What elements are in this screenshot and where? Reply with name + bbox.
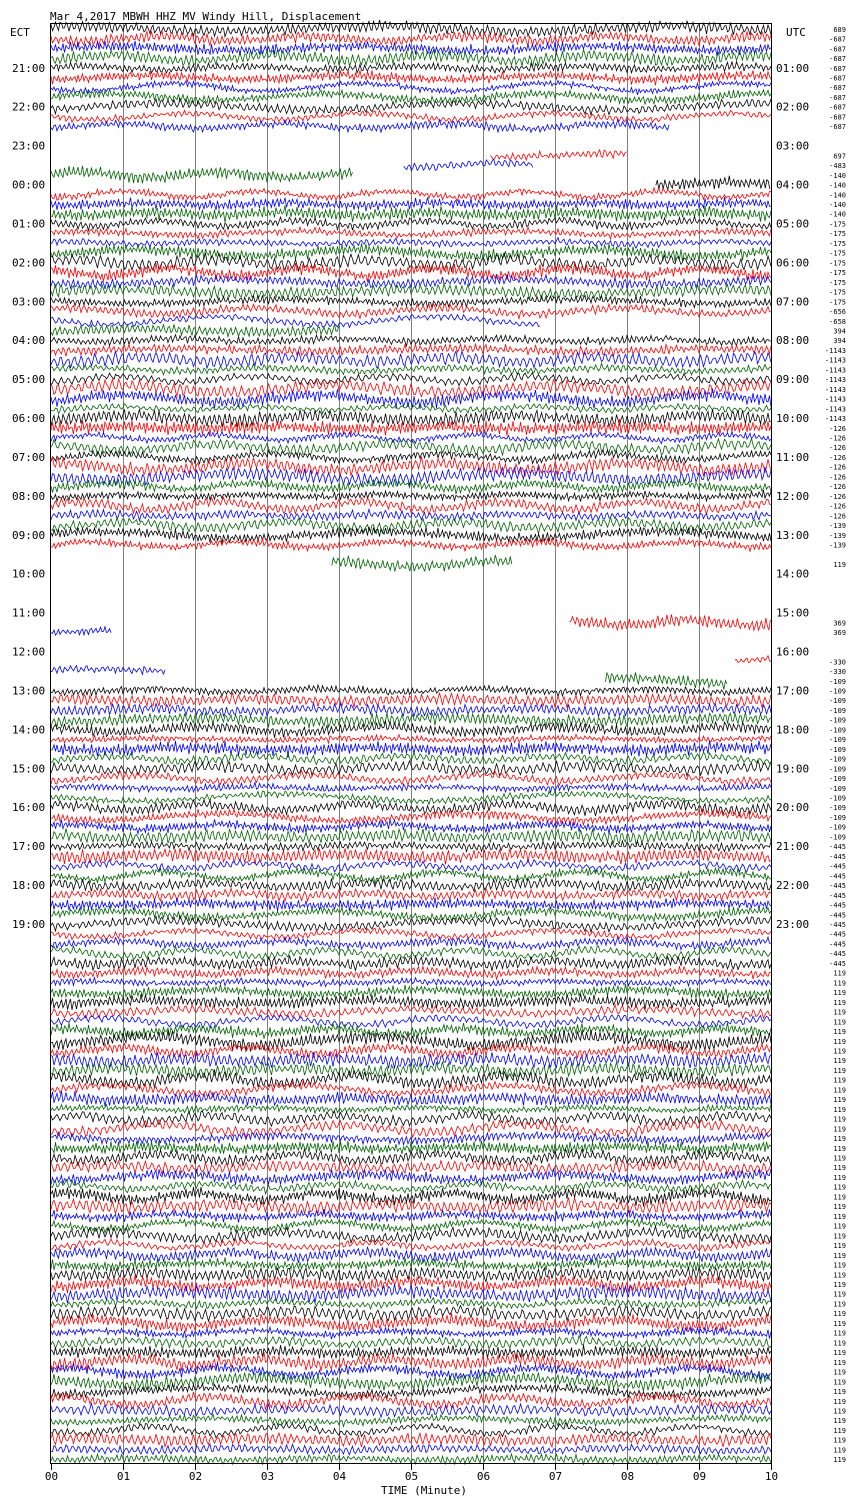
offset-label: 119 — [833, 1329, 846, 1338]
offset-label: 119 — [833, 1349, 846, 1358]
offset-label: 119 — [833, 1368, 846, 1377]
offset-label: 119 — [833, 1436, 846, 1445]
offset-label: -687 — [829, 123, 846, 132]
hour-label-utc: 12:00 — [776, 489, 810, 503]
offset-label: -687 — [829, 93, 846, 102]
offset-label: -175 — [829, 298, 846, 307]
hour-label-ect: 21:00 — [12, 61, 46, 75]
hour-label-ect: 13:00 — [12, 684, 46, 698]
offset-label: -109 — [829, 716, 846, 725]
offset-label: 119 — [833, 1456, 846, 1465]
offset-label: 119 — [833, 1212, 846, 1221]
offset-label: 119 — [833, 1047, 846, 1056]
offset-label: 119 — [833, 1135, 846, 1144]
offset-label: -1143 — [824, 405, 846, 414]
hour-label-utc: 17:00 — [776, 684, 810, 698]
offset-label: 119 — [833, 1232, 846, 1241]
offset-label: -109 — [829, 755, 846, 764]
right-axis-label: UTC — [786, 26, 806, 39]
offset-label: -1143 — [824, 366, 846, 375]
offset-label: -445 — [829, 891, 846, 900]
hour-label-utc: 20:00 — [776, 801, 810, 815]
offset-label: 119 — [833, 1222, 846, 1231]
offset-label: 119 — [833, 1319, 846, 1328]
offset-label: 119 — [833, 1105, 846, 1114]
offset-label: -445 — [829, 940, 846, 949]
offset-label: -1143 — [824, 346, 846, 355]
offset-label: -126 — [829, 463, 846, 472]
left-axis-label: ECT — [10, 26, 30, 39]
offset-label: -175 — [829, 239, 846, 248]
offset-label: 697 — [833, 152, 846, 161]
offset-label: -109 — [829, 745, 846, 754]
offset-label: 394 — [833, 337, 846, 346]
offset-label: -109 — [829, 726, 846, 735]
hour-label-utc: 15:00 — [776, 606, 810, 620]
hour-label-ect: 23:00 — [12, 139, 46, 153]
offset-label: -445 — [829, 911, 846, 920]
offset-label: -109 — [829, 687, 846, 696]
offset-label: -109 — [829, 833, 846, 842]
hour-label-utc: 16:00 — [776, 645, 810, 659]
x-tick-label: 04 — [332, 1470, 347, 1483]
offset-label: 119 — [833, 1076, 846, 1085]
offset-label: -445 — [829, 959, 846, 968]
x-tick-label: 01 — [116, 1470, 131, 1483]
offset-label: -126 — [829, 473, 846, 482]
offset-label: 119 — [833, 1164, 846, 1173]
offset-label: -126 — [829, 424, 846, 433]
offset-label: 119 — [833, 1028, 846, 1037]
hour-label-utc: 13:00 — [776, 528, 810, 542]
offset-label: -109 — [829, 697, 846, 706]
hour-label-utc: 08:00 — [776, 334, 810, 348]
x-tick-label: 10 — [764, 1470, 779, 1483]
hour-label-ect: 12:00 — [12, 645, 46, 659]
offset-label: -445 — [829, 921, 846, 929]
hour-label-ect: 08:00 — [12, 489, 46, 503]
hour-label-ect: 19:00 — [12, 918, 46, 931]
offset-label: -175 — [829, 220, 846, 229]
offset-label: -330 — [829, 658, 846, 667]
offset-label: -109 — [829, 784, 846, 793]
offset-label: -445 — [829, 862, 846, 871]
offset-label: 369 — [833, 619, 846, 628]
offset-label: -139 — [829, 541, 846, 550]
offset-label: -139 — [829, 522, 846, 531]
offset-label: 119 — [833, 1446, 846, 1455]
offset-label: 119 — [833, 1242, 846, 1251]
offset-label: 119 — [833, 1008, 846, 1017]
hour-label-ect: 07:00 — [12, 450, 46, 464]
offset-label: -330 — [829, 668, 846, 677]
offset-label: -140 — [829, 181, 846, 190]
offset-label: 119 — [833, 1417, 846, 1426]
offset-label: 119 — [833, 989, 846, 998]
x-axis-title: TIME (Minute) — [380, 1484, 468, 1497]
offset-label: 119 — [833, 1251, 846, 1260]
offset-label: 119 — [833, 1037, 846, 1046]
offset-label: 119 — [833, 1310, 846, 1319]
offset-label: -126 — [829, 492, 846, 501]
offset-label: -175 — [829, 269, 846, 278]
x-tick-label: 09 — [692, 1470, 707, 1483]
hour-label-ect: 04:00 — [12, 334, 46, 348]
x-tick-label: 02 — [188, 1470, 203, 1483]
offset-label: -445 — [829, 872, 846, 881]
offset-label: 119 — [833, 1057, 846, 1066]
offset-label: -1143 — [824, 376, 846, 385]
offset-label: -445 — [829, 852, 846, 861]
offset-label: -1143 — [824, 395, 846, 404]
offset-label: -445 — [829, 950, 846, 959]
hour-label-ect: 14:00 — [12, 723, 46, 737]
offset-label: 119 — [833, 1271, 846, 1280]
offset-label: 119 — [833, 1300, 846, 1309]
offset-label: -175 — [829, 278, 846, 287]
hour-label-ect: 15:00 — [12, 762, 46, 776]
offset-label: -445 — [829, 882, 846, 891]
offset-label: 119 — [833, 979, 846, 988]
offset-label: -483 — [829, 162, 846, 171]
hour-label-ect: 18:00 — [12, 879, 46, 893]
offset-label: 119 — [833, 1426, 846, 1435]
offset-label: -687 — [829, 35, 846, 44]
offset-label: -139 — [829, 531, 846, 540]
offset-label: -126 — [829, 512, 846, 521]
hour-label-utc: 10:00 — [776, 412, 810, 426]
hour-label-utc: 11:00 — [776, 450, 810, 464]
offset-label: -126 — [829, 453, 846, 462]
offset-label: -109 — [829, 794, 846, 803]
hour-label-utc: 09:00 — [776, 373, 810, 387]
offset-label: 119 — [833, 1290, 846, 1299]
offset-label: 119 — [833, 1388, 846, 1397]
offset-label: 119 — [833, 1203, 846, 1212]
offset-label: -687 — [829, 113, 846, 122]
offset-label: -687 — [829, 45, 846, 54]
offset-label: 119 — [833, 1339, 846, 1348]
offset-label: -656 — [829, 308, 846, 317]
offset-label: -445 — [829, 930, 846, 939]
hour-label-utc: 22:00 — [776, 879, 810, 893]
x-tick-label: 06 — [476, 1470, 491, 1483]
offset-label: 119 — [833, 1086, 846, 1095]
offset-label: -175 — [829, 249, 846, 258]
offset-label: -109 — [829, 804, 846, 813]
offset-label: 119 — [833, 1261, 846, 1270]
offset-label: 119 — [833, 1358, 846, 1367]
offset-label: -175 — [829, 288, 846, 297]
hour-label-ect: 06:00 — [12, 412, 46, 426]
offset-label: 119 — [833, 1193, 846, 1202]
offset-label: -109 — [829, 765, 846, 774]
offset-label: 119 — [833, 998, 846, 1007]
offset-label: 369 — [833, 629, 846, 638]
hour-label-utc: 05:00 — [776, 217, 810, 231]
offset-label: -445 — [829, 843, 846, 852]
offset-label: -109 — [829, 736, 846, 745]
offset-label: -687 — [829, 84, 846, 93]
offset-label: 119 — [833, 1144, 846, 1153]
offset-label: -140 — [829, 191, 846, 200]
hour-label-ect: 17:00 — [12, 840, 46, 854]
offset-label: 119 — [833, 1281, 846, 1289]
offset-label: 119 — [833, 1407, 846, 1416]
offset-label: -687 — [829, 103, 846, 112]
offset-label: -126 — [829, 434, 846, 443]
offset-label: 119 — [833, 1397, 846, 1406]
hour-label-utc: 19:00 — [776, 762, 810, 776]
offset-label: 119 — [833, 1066, 846, 1075]
offset-label: -140 — [829, 201, 846, 209]
offset-label: -1143 — [824, 356, 846, 365]
offset-label: 119 — [833, 1018, 846, 1027]
hour-label-utc: 14:00 — [776, 567, 810, 581]
offset-label: -687 — [829, 74, 846, 83]
offset-label: -109 — [829, 775, 846, 784]
hour-label-ect: 03:00 — [12, 295, 46, 309]
offset-label: -658 — [829, 317, 846, 326]
offset-label: -126 — [829, 444, 846, 453]
offset-label: -109 — [829, 823, 846, 832]
offset-label: 119 — [833, 1154, 846, 1163]
offset-label: -109 — [829, 813, 846, 822]
x-tick-label: 03 — [260, 1470, 275, 1483]
hour-label-utc: 21:00 — [776, 840, 810, 854]
hour-label-utc: 01:00 — [776, 61, 810, 75]
offset-label: 689 — [833, 25, 846, 34]
offset-label: 119 — [833, 1173, 846, 1182]
hour-label-ect: 16:00 — [12, 801, 46, 815]
hour-label-utc: 02:00 — [776, 100, 810, 114]
offset-label: -109 — [829, 677, 846, 686]
offset-label: -140 — [829, 210, 846, 219]
offset-label: -687 — [829, 64, 846, 73]
offset-label: -687 — [829, 55, 846, 64]
offset-label: -445 — [829, 901, 846, 910]
x-tick-label: 07 — [548, 1470, 563, 1483]
offset-label: 119 — [833, 1378, 846, 1387]
offset-label: 119 — [833, 1115, 846, 1124]
hour-label-ect: 00:00 — [12, 178, 46, 192]
hour-label-utc: 18:00 — [776, 723, 810, 737]
offset-label: -1143 — [824, 415, 846, 424]
hour-label-ect: 02:00 — [12, 256, 46, 270]
offset-label: -126 — [829, 483, 846, 492]
x-tick-label: 00 — [44, 1470, 59, 1483]
offset-label: -140 — [829, 171, 846, 180]
offset-label: 394 — [833, 327, 846, 336]
x-tick-label: 05 — [404, 1470, 419, 1483]
x-tick-label: 08 — [620, 1470, 635, 1483]
offset-label: 119 — [833, 561, 846, 569]
hour-label-ect: 11:00 — [12, 606, 46, 620]
offset-label: -126 — [829, 502, 846, 511]
hour-label-ect: 05:00 — [12, 373, 46, 387]
offset-label: 119 — [833, 1096, 846, 1105]
hour-label-ect: 22:00 — [12, 100, 46, 114]
offset-label: -175 — [829, 230, 846, 239]
offset-label: 119 — [833, 1183, 846, 1192]
offset-label: 119 — [833, 969, 846, 978]
chart-title: Mar 4,2017 MBWH HHZ MV Windy Hill, Displacement — [50, 10, 362, 23]
hour-label-ect: 01:00 — [12, 217, 46, 231]
hour-label-ect: 10:00 — [12, 567, 46, 581]
offset-label: 119 — [833, 1125, 846, 1134]
hour-label-utc: 23:00 — [776, 918, 810, 931]
hour-label-ect: 09:00 — [12, 528, 46, 542]
hour-label-utc: 03:00 — [776, 139, 810, 153]
hour-label-utc: 06:00 — [776, 256, 810, 270]
hour-label-utc: 07:00 — [776, 295, 810, 309]
offset-label: -175 — [829, 259, 846, 268]
hour-label-utc: 04:00 — [776, 178, 810, 192]
offset-label: -1143 — [824, 385, 846, 394]
offset-label: -109 — [829, 706, 846, 715]
